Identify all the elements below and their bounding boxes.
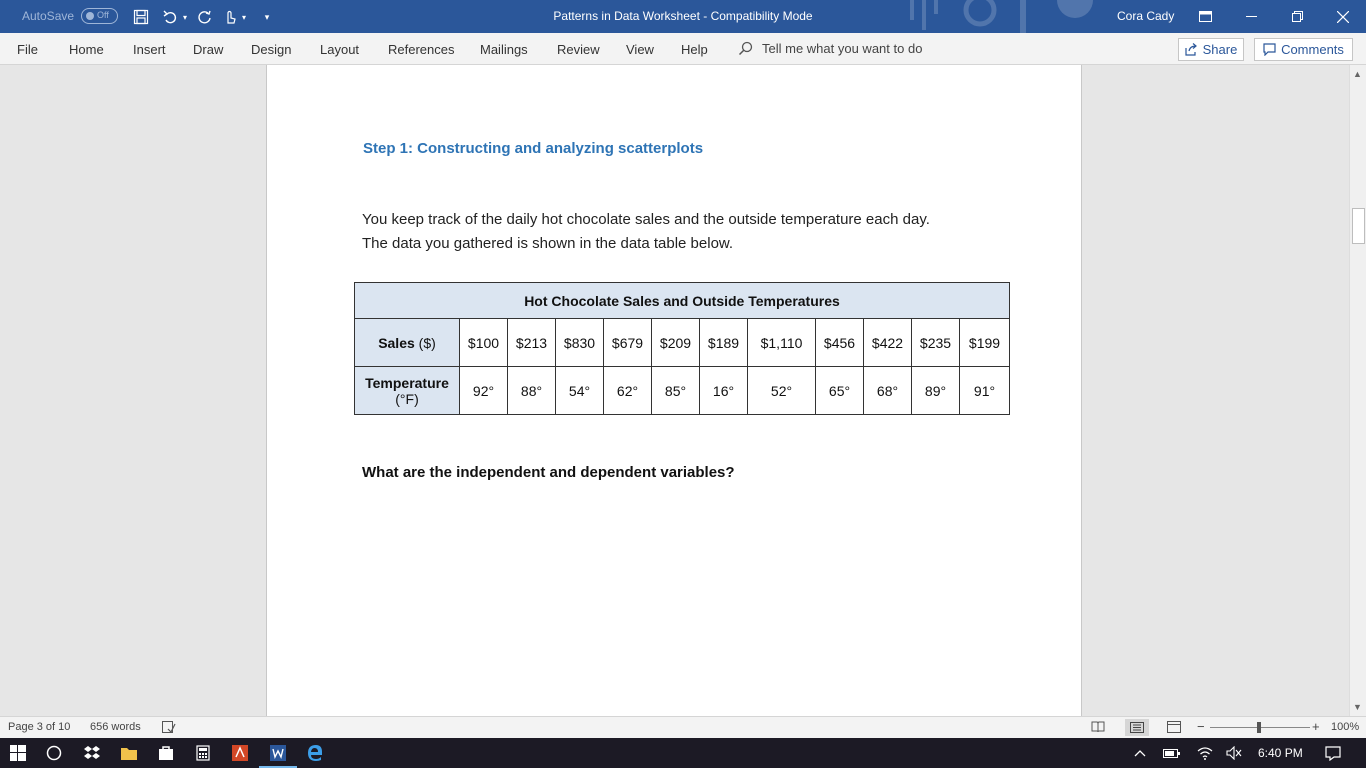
table-cell: $100 bbox=[460, 319, 508, 367]
table-cell: $213 bbox=[508, 319, 556, 367]
table-cell: $830 bbox=[556, 319, 604, 367]
toggle-knob bbox=[86, 12, 94, 20]
taskbar-clock[interactable]: 6:40 PM bbox=[1258, 746, 1303, 760]
table-cell: 52° bbox=[748, 367, 816, 415]
table-cell: 91° bbox=[960, 367, 1010, 415]
calculator-icon[interactable] bbox=[193, 743, 213, 763]
table-cell: 89° bbox=[912, 367, 960, 415]
autosave-label: AutoSave bbox=[22, 9, 75, 23]
read-mode-icon[interactable] bbox=[1091, 721, 1105, 736]
show-hidden-icons-icon[interactable] bbox=[1130, 743, 1150, 763]
user-name[interactable]: Cora Cady bbox=[1117, 9, 1175, 23]
zoom-in-icon[interactable]: + bbox=[1312, 719, 1320, 734]
table-cell: 68° bbox=[864, 367, 912, 415]
customize-toolbar-icon[interactable]: ▾ bbox=[264, 11, 270, 22]
vertical-scrollbar[interactable] bbox=[1349, 65, 1366, 716]
comments-button[interactable] bbox=[1254, 38, 1353, 61]
word-app-icon[interactable] bbox=[268, 743, 288, 763]
windows-start-icon[interactable] bbox=[8, 743, 28, 763]
tell-me-placeholder: Tell me what you want to do bbox=[762, 41, 923, 56]
close-icon[interactable] bbox=[1320, 0, 1366, 33]
zoom-slider-thumb[interactable] bbox=[1257, 722, 1261, 733]
scroll-down-icon[interactable]: ▼ bbox=[1353, 702, 1362, 712]
wifi-icon[interactable] bbox=[1195, 743, 1215, 763]
row-header-unit: (°F) bbox=[395, 390, 419, 407]
scroll-up-icon[interactable]: ▲ bbox=[1353, 69, 1362, 79]
restore-icon[interactable] bbox=[1274, 0, 1320, 33]
office-app-icon[interactable] bbox=[230, 743, 250, 763]
search-icon bbox=[738, 41, 753, 56]
table-cell: $422 bbox=[864, 319, 912, 367]
table-row-temperature bbox=[355, 367, 1010, 415]
table-caption: Hot Chocolate Sales and Outside Temperatures bbox=[355, 283, 1010, 319]
share-label: Share bbox=[1202, 42, 1238, 57]
paragraph-line: You keep track of the daily hot chocolate sales and the outside temperature each day. bbox=[362, 211, 930, 228]
tab-insert[interactable]: Insert bbox=[133, 42, 166, 57]
table-cell: 88° bbox=[508, 367, 556, 415]
ribbon-tabs bbox=[0, 33, 1366, 65]
volume-muted-icon[interactable] bbox=[1224, 743, 1244, 763]
row-header-label: Sales bbox=[378, 334, 415, 351]
document-area[interactable] bbox=[0, 65, 1349, 716]
row-header-unit: ($) bbox=[418, 334, 436, 351]
tab-mailings[interactable]: Mailings bbox=[480, 42, 528, 57]
table-cell: $456 bbox=[816, 319, 864, 367]
tab-design[interactable]: Design bbox=[251, 42, 292, 57]
ribbon-display-options-icon[interactable] bbox=[1182, 0, 1228, 33]
share-button[interactable] bbox=[1178, 38, 1244, 61]
tab-draw[interactable]: Draw bbox=[193, 42, 224, 57]
comment-icon bbox=[1263, 43, 1276, 56]
zoom-out-icon[interactable]: − bbox=[1197, 719, 1205, 734]
tab-references[interactable]: References bbox=[388, 42, 455, 57]
table-cell: 92° bbox=[460, 367, 508, 415]
tab-file[interactable]: File bbox=[17, 42, 38, 57]
taskbar bbox=[0, 738, 1366, 768]
table-cell: 16° bbox=[700, 367, 748, 415]
table-cell: 62° bbox=[604, 367, 652, 415]
tab-help[interactable]: Help bbox=[681, 42, 708, 57]
title-decoration-icon bbox=[900, 0, 1120, 33]
title-bar bbox=[0, 0, 1366, 33]
table-cell: 85° bbox=[652, 367, 700, 415]
tab-review[interactable]: Review bbox=[557, 42, 600, 57]
paragraph-line: The data you gathered is shown in the data table below. bbox=[362, 235, 734, 252]
row-header-sales bbox=[355, 319, 460, 367]
comments-label: Comments bbox=[1281, 42, 1344, 57]
table-cell: $189 bbox=[700, 319, 748, 367]
action-center-icon[interactable] bbox=[1323, 743, 1343, 763]
web-layout-icon[interactable] bbox=[1167, 721, 1181, 736]
edge-browser-icon[interactable] bbox=[305, 743, 325, 763]
print-layout-icon[interactable] bbox=[1125, 719, 1149, 736]
touch-dropdown-icon[interactable]: ▾ bbox=[241, 12, 246, 22]
document-page[interactable] bbox=[266, 65, 1082, 716]
share-icon bbox=[1185, 43, 1198, 56]
minimize-icon[interactable] bbox=[1228, 0, 1274, 33]
data-table bbox=[354, 282, 1010, 415]
table-cell: $1,110 bbox=[748, 319, 816, 367]
document-title: Patterns in Data Worksheet - Compatibility Mode bbox=[553, 9, 813, 23]
save-icon[interactable] bbox=[131, 7, 151, 27]
status-bar bbox=[0, 716, 1366, 738]
tell-me-search[interactable] bbox=[738, 41, 922, 56]
file-explorer-icon[interactable] bbox=[119, 743, 139, 763]
row-header-temperature bbox=[355, 367, 460, 415]
table-cell: $209 bbox=[652, 319, 700, 367]
cortana-icon[interactable] bbox=[44, 743, 64, 763]
step-heading: Step 1: Constructing and analyzing scatterplots bbox=[363, 140, 704, 157]
table-cell: $199 bbox=[960, 319, 1010, 367]
intro-paragraph bbox=[362, 208, 930, 256]
word-count[interactable]: 656 words bbox=[90, 721, 141, 733]
scroll-thumb[interactable] bbox=[1352, 208, 1365, 244]
dropbox-icon[interactable] bbox=[82, 743, 102, 763]
zoom-level[interactable]: 100% bbox=[1331, 721, 1360, 733]
tab-home[interactable]: Home bbox=[69, 42, 104, 57]
autosave-toggle[interactable] bbox=[81, 8, 118, 24]
undo-icon[interactable] bbox=[160, 7, 180, 27]
undo-dropdown-icon[interactable]: ▾ bbox=[182, 12, 187, 22]
page-info[interactable]: Page 3 of 10 bbox=[8, 721, 71, 733]
table-cell: 65° bbox=[816, 367, 864, 415]
row-header-label: Temperature bbox=[365, 374, 449, 391]
redo-icon[interactable] bbox=[195, 7, 215, 27]
tab-view[interactable]: View bbox=[626, 42, 654, 57]
table-cell: $679 bbox=[604, 319, 652, 367]
table-cell: 54° bbox=[556, 367, 604, 415]
autosave-state: Off bbox=[97, 10, 109, 20]
table-row-sales bbox=[355, 319, 1010, 367]
question-text: What are the independent and dependent variables? bbox=[362, 464, 735, 481]
store-icon[interactable] bbox=[156, 743, 176, 763]
table-cell: $235 bbox=[912, 319, 960, 367]
tab-layout[interactable]: Layout bbox=[320, 42, 360, 57]
touch-mode-icon[interactable] bbox=[222, 7, 238, 27]
battery-icon[interactable] bbox=[1162, 743, 1182, 763]
proofing-icon[interactable] bbox=[162, 721, 176, 736]
